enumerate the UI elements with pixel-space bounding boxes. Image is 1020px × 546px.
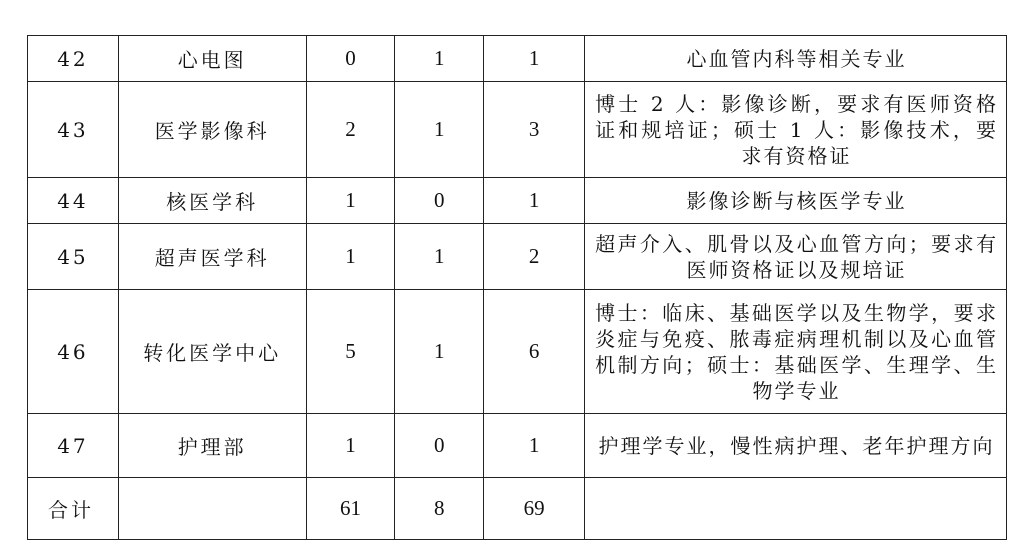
count-total: 1	[484, 414, 585, 478]
count-b: 1	[395, 290, 484, 414]
totals-label: 合计	[28, 478, 119, 540]
count-a: 1	[306, 224, 395, 290]
requirements: 心血管内科等相关专业	[585, 36, 1007, 82]
row-number: 47	[28, 414, 119, 478]
department-name: 超声医学科	[118, 224, 306, 290]
totals-count-total: 69	[484, 478, 585, 540]
requirements: 影像诊断与核医学专业	[585, 178, 1007, 224]
table-row	[28, 178, 1007, 224]
row-number: 45	[28, 224, 119, 290]
count-a: 0	[306, 36, 395, 82]
totals-requirements	[585, 478, 1007, 540]
count-total: 1	[484, 36, 585, 82]
table-row	[28, 414, 1007, 478]
row-number: 46	[28, 290, 119, 414]
recruitment-table	[27, 35, 1007, 540]
count-a: 2	[306, 82, 395, 178]
count-total: 1	[484, 178, 585, 224]
totals-department	[118, 478, 306, 540]
count-b: 0	[395, 414, 484, 478]
count-a: 1	[306, 178, 395, 224]
table-row	[28, 224, 1007, 290]
row-number: 42	[28, 36, 119, 82]
requirements: 博士 2 人：影像诊断，要求有医师资格证和规培证；硕士 1 人：影像技术，要求有资格证	[585, 82, 1007, 178]
count-total: 3	[484, 82, 585, 178]
department-name: 转化医学中心	[118, 290, 306, 414]
department-name: 医学影像科	[118, 82, 306, 178]
count-b: 1	[395, 82, 484, 178]
row-number: 44	[28, 178, 119, 224]
row-number: 43	[28, 82, 119, 178]
department-name: 心电图	[118, 36, 306, 82]
count-b: 0	[395, 178, 484, 224]
count-total: 2	[484, 224, 585, 290]
requirements: 超声介入、肌骨以及心血管方向；要求有医师资格证以及规培证	[585, 224, 1007, 290]
totals-row	[28, 478, 1007, 540]
count-a: 5	[306, 290, 395, 414]
requirements: 博士：临床、基础医学以及生物学，要求炎症与免疫、脓毒症病理机制以及心血管机制方向；硕士：基础医学、生理学、生物学专业	[585, 290, 1007, 414]
count-total: 6	[484, 290, 585, 414]
count-b: 1	[395, 224, 484, 290]
count-b: 1	[395, 36, 484, 82]
totals-count-b: 8	[395, 478, 484, 540]
table-row	[28, 82, 1007, 178]
department-name: 核医学科	[118, 178, 306, 224]
requirements: 护理学专业，慢性病护理、老年护理方向	[585, 414, 1007, 478]
totals-count-a: 61	[306, 478, 395, 540]
department-name: 护理部	[118, 414, 306, 478]
table-row	[28, 290, 1007, 414]
table-row	[28, 36, 1007, 82]
count-a: 1	[306, 414, 395, 478]
